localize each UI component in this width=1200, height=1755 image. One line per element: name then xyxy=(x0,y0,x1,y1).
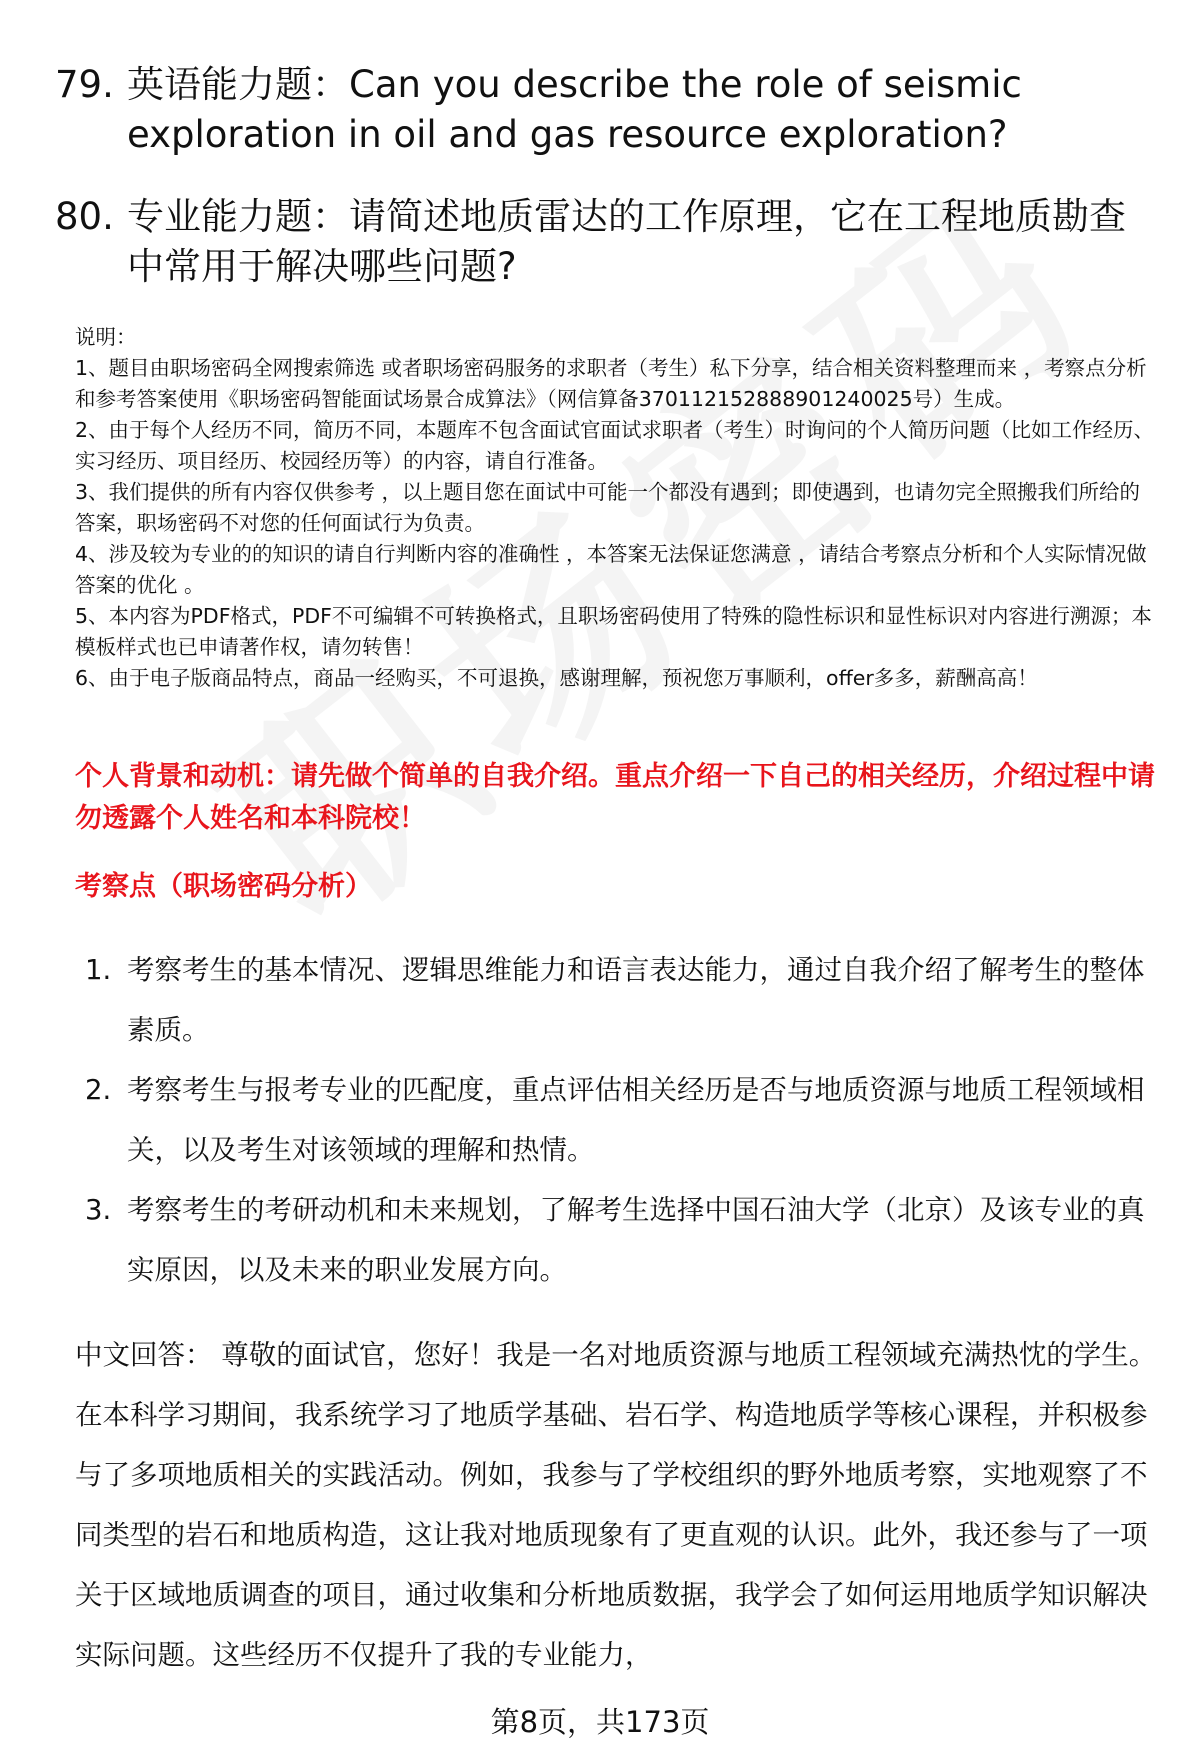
note-item: 3、我们提供的所有内容仅供参考 ，以上题目您在面试中可能一个都没有遇到；即使遇到，也请勿完全照搬我们所给的答案，职场密码不对您的任何面试行为负责。 xyxy=(75,480,1141,535)
question-80 xyxy=(55,192,1145,292)
note-item: 6、由于电子版商品特点，商品一经购买，不可退换，感谢理解，预祝您万事顺利，offer多多，薪酬高高！ xyxy=(75,666,1038,690)
analysis-item-text: 考察考生的考研动机和未来规划，了解考生选择中国石油大学（北京）及该专业的真实原因，以及未来的职业发展方向。 xyxy=(127,1194,1145,1286)
analysis-list xyxy=(85,940,1160,1300)
analysis-item-text: 考察考生的基本情况、逻辑思维能力和语言表达能力，通过自我介绍了解考生的整体素质。 xyxy=(127,954,1145,1046)
question-text: 英语能力题：Can you describe the role of seismic exploration in oil and gas resource exploration? xyxy=(127,63,1022,156)
analysis-item xyxy=(85,1060,1160,1180)
note-item: 5、本内容为PDF格式，PDF不可编辑不可转换格式，且职场密码使用了特殊的隐性标识和显性标识对内容进行溯源；本模板样式也已申请著作权，请勿转售！ xyxy=(75,604,1152,659)
notes-heading: 说明： xyxy=(75,325,137,349)
analysis-item-number: 2. xyxy=(85,1074,112,1106)
analysis-item xyxy=(85,940,1160,1060)
disclaimer-notes xyxy=(75,322,1160,694)
note-item: 4、涉及较为专业的的知识的请自行判断内容的准确性 ，本答案无法保证您满意 ，请结合考察点分析和个人实际情况做答案的优化 。 xyxy=(75,542,1147,597)
question-text: 专业能力题：请简述地质雷达的工作原理，它在工程地质勘查中常用于解决哪些问题? xyxy=(127,195,1126,288)
question-number: 79. xyxy=(55,63,114,106)
question-79 xyxy=(55,60,1145,160)
answer-text: 中文回答： 尊敬的面试官，您好！我是一名对地质资源与地质工程领域充满热忱的学生。在本科学习期间，我系统学习了地质学基础、岩石学、构造地质学等核心课程，并积极参与了多项地质相关的实践活动。例如，我参与了学校组织的野外地质考察，实地观察了不同类型的岩石和地质构造，这让我对地质现象有了更直观的认识。此外，我还参与了一项关于区域地质调查的项目，通过收集和分析地质数据，我学会了如何运用地质学知识解决实际问题。这些经历不仅提升了我的专业能力， xyxy=(75,1339,1157,1671)
analysis-item-number: 3. xyxy=(85,1194,112,1226)
question-number: 80. xyxy=(55,195,114,238)
note-item: 1、题目由职场密码全网搜索筛选 或者职场密码服务的求职者（考生）私下分享，结合相关资料整理而来 ，考察点分析和参考答案使用《职场密码智能面试场景合成算法》（网信算备370112152888901240025号）生成。 xyxy=(75,356,1147,411)
page-number: 第8页，共173页 xyxy=(490,1705,710,1739)
note-item: 2、由于每个人经历不同，简历不同，本题库不包含面试官面试求职者（考生）时询问的个人简历问题（比如工作经历、实习经历、项目经历、校园经历等）的内容，请自行准备。 xyxy=(75,418,1155,473)
analysis-heading: 考察点（职场密码分析） xyxy=(75,871,372,902)
intro-question: 个人背景和动机：请先做个简单的自我介绍。重点介绍一下自己的相关经历，介绍过程中请勿透露个人姓名和本科院校！ xyxy=(75,761,1155,834)
analysis-item xyxy=(85,1180,1160,1300)
analysis-item-number: 1. xyxy=(85,954,112,986)
analysis-item-text: 考察考生与报考专业的匹配度，重点评估相关经历是否与地质资源与地质工程领域相关，以及考生对该领域的理解和热情。 xyxy=(127,1074,1145,1166)
